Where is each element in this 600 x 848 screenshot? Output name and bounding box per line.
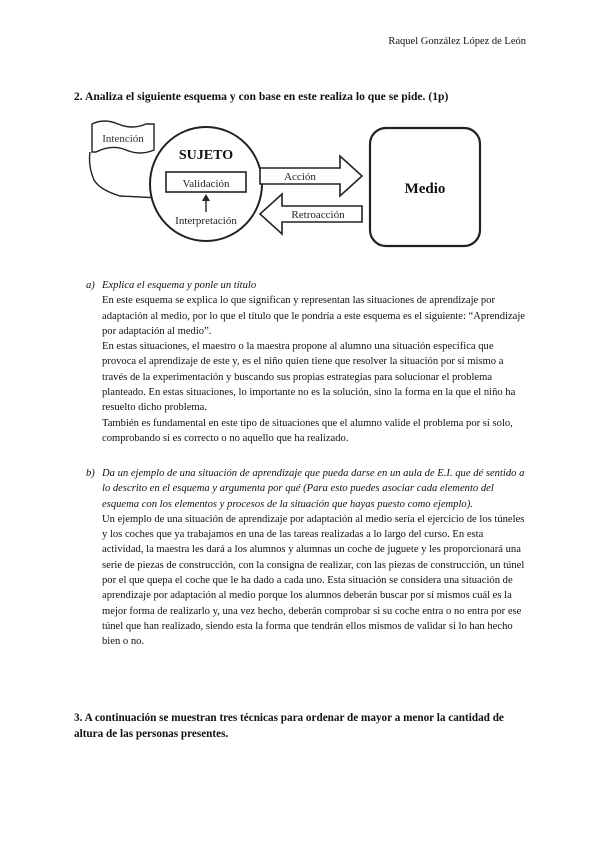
item-b-answer	[86, 512, 526, 650]
sujeto-circle	[150, 127, 262, 241]
item-a-paragraph: En estas situaciones, el maestro o la maestra propone al alumno una situación específica que provoca el aprendizaje de este y, es el niño quien tiene que resolver la situación por sí mismo a través de la experimentación y buscando sus propias estrategias para solucionar el problema planteado. En estas situaciones, lo importante no es la solución, sino la forma en la que el niño ha resuelto dicho problema.	[102, 341, 516, 414]
item-a-answer	[86, 293, 526, 446]
item-a-paragraph: En este esquema se explica lo que significan y representan las situaciones de aprendizaje por adaptación al medio, por lo que el título que le pondría a este esquema es el siguiente: “Aprendizaje por adaptación al medio”.	[102, 295, 526, 337]
item-b-paragraph: Un ejemplo de una situación de aprendizaje por adaptación al medio sería el ejercicio de los túneles y los coches que ya trabajamos en una de las tareas realizadas a lo largo del curso. En esta actividad, la maestra les dará a los alumnos y alumnas un coche de juguete y les proporcionará una serie de piezas de construcción, con la consigna de realizar, con las piezas de construcción, un túnel por el que quepa el coche que le ha dado a cada uno. Esta situación se considera una situación de aprendizaje por adaptación al medio porque los alumnos deberán buscar por sí mismos cuál es la mejor forma de realizarlo y, una vez hecho, deberán comprobar si su coche entra o no entra por ese túnel que han realizado, siendo esta la forma que tendrán ellos mismos de validar si lo han hecho bien o no.	[102, 513, 525, 648]
intencion-label: Intención	[102, 133, 144, 145]
validacion-label: Validación	[182, 178, 230, 190]
retroaccion-arrow	[260, 194, 362, 234]
interpretacion-label: Interpretación	[175, 215, 237, 227]
sujeto-label: SUJETO	[178, 148, 234, 163]
author-name: Raquel González López de León	[388, 36, 526, 47]
question-3-title: 3. A continuación se muestran tres técnicas para ordenar de mayor a menor la cantidad de altura de las personas presentes.	[74, 712, 504, 740]
item-a-marker: a)	[86, 280, 95, 291]
item-b	[86, 466, 526, 650]
item-a-question: Explica el esquema y ponle un título	[102, 280, 257, 291]
retroaccion-label: Retroacción	[291, 209, 345, 221]
medio-box	[370, 128, 480, 246]
accion-label: Acción	[284, 171, 316, 183]
item-b-marker: b)	[86, 468, 95, 479]
medio-label: Medio	[404, 181, 446, 197]
item-a	[86, 278, 526, 446]
accion-arrow	[260, 156, 362, 196]
item-a-paragraph: También es fundamental en este tipo de situaciones que el alumno valide el problema por sí solo, comprobando si es correcto o no aquello que ha realizado.	[102, 417, 513, 444]
item-b-question: Da un ejemplo de una situación de aprendizaje que pueda darse en un aula de E.I. que dé sentido a lo descrito en el esquema y argumenta por qué (Para esto puedes asociar cada elemento del esquema con los elementos y procesos de la situación que hayas puesto como ejemplo).	[102, 468, 525, 510]
learning-schema-diagram	[80, 116, 500, 256]
question-2-title: 2. Analiza el siguiente esquema y con base en este realiza lo que se pide. (1p)	[74, 90, 449, 103]
